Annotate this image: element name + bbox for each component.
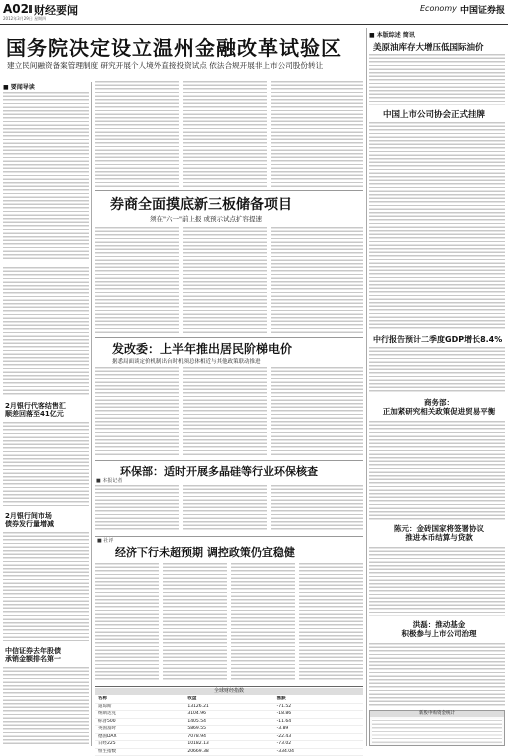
story3-subtitle: 据悉局面谈定价机制出台时机须总体相近与其他政策联动推进	[112, 357, 362, 365]
brand-en: Economy	[420, 4, 457, 13]
left-column	[3, 82, 89, 746]
left-col-text-2	[3, 421, 89, 506]
story3-top-rule	[95, 337, 363, 338]
market-table-cell: -22.43	[274, 734, 363, 741]
market-table-cell: 纳斯达克	[95, 711, 184, 718]
story2-subtitle: 须在"六一"前上报 或预示试点扩容提速	[150, 214, 262, 223]
market-table-cell: 道琼斯	[95, 704, 184, 711]
market-table-cell: -334.04	[274, 749, 363, 756]
market-table-cell: 恒生指数	[95, 749, 184, 756]
right-item-6-title: 洪磊：推动基金 积极参与上市公司治理	[373, 620, 505, 638]
masthead	[0, 0, 508, 28]
right-column	[369, 28, 505, 746]
market-table-cell: 标普500	[95, 719, 184, 726]
story5-body-1	[95, 562, 159, 682]
story5-body-3	[231, 562, 295, 682]
market-table-cell: -3.89	[274, 726, 363, 733]
market-table-row	[95, 734, 363, 742]
left-item-1-title: 2月银行代客结售汇 顺差回落至41亿元	[5, 402, 89, 418]
story3-title: 发改委：上半年推出居民阶梯电价	[112, 340, 362, 357]
right-col-header: ■ 本版综述 简讯	[369, 30, 415, 39]
market-table-rows	[95, 696, 363, 756]
market-table-cell: 7078.94	[184, 734, 273, 741]
market-table-header	[95, 696, 363, 704]
market-table-row	[95, 704, 363, 712]
story5-body-2	[163, 562, 227, 682]
right-chart-title: 新股申购资金统计	[370, 711, 504, 717]
story2-body-1	[95, 226, 179, 334]
right-item-4-body	[369, 420, 505, 520]
right-item-1-title: 美原油库存大增压低国际油价	[373, 41, 505, 53]
story5-body-4	[299, 562, 363, 682]
left-col-header: ■ 要闻导读	[3, 82, 35, 91]
lead-body-col-3	[271, 80, 363, 188]
market-table-cell: 3104.96	[184, 711, 273, 718]
story4-title: 环保部：适时开展多晶硅等行业环保核查	[120, 463, 360, 479]
right-item-3-body	[369, 346, 505, 394]
masthead-divider-icon	[29, 5, 32, 13]
left-item-3-title: 中信证券去年股债 承销金额排名第一	[5, 647, 89, 663]
right-item-3-title: 中行报告预计二季度GDP增长8.4%	[373, 334, 505, 345]
right-item-5-body	[369, 546, 505, 616]
right-item-1-body	[369, 53, 505, 105]
left-col-text-3	[3, 531, 89, 641]
lead-subtitle: 建立民间融资备案管理制度 研究开展个人境外直接投资试点 依法合规开展非上市公司股份转让	[7, 60, 363, 71]
date-line: 2012年3月29日 星期四	[3, 16, 46, 22]
market-table-cell: 20669.38	[184, 749, 273, 756]
story5-tag: ■ 社评	[97, 538, 113, 544]
market-table-title: 全球财经指数	[95, 688, 363, 695]
brand-cn: 中国证券报	[460, 3, 505, 16]
market-table-cell: -71.52	[274, 704, 363, 711]
left-item-2-title: 2月银行间市场 债券发行量增减	[5, 512, 89, 528]
story4-body-3	[271, 484, 363, 532]
right-item-6-body	[369, 642, 505, 706]
story2-top-rule	[95, 190, 363, 191]
story4-body-1	[95, 484, 179, 532]
market-table-row	[95, 726, 363, 734]
market-table-cell: 涨跌	[274, 696, 363, 703]
market-table-cell: 13126.21	[184, 704, 273, 711]
market-table-cell: -11.64	[274, 719, 363, 726]
market-table-cell: 英国富时	[95, 726, 184, 733]
left-col-text-4	[3, 666, 89, 746]
market-table-row	[95, 711, 363, 719]
lead-title: 国务院决定设立温州金融改革试验区	[6, 32, 364, 61]
right-col-rule	[366, 28, 367, 746]
market-table-cell: 名称	[95, 696, 184, 703]
market-table-cell: 德国DAX	[95, 734, 184, 741]
right-chart-body	[372, 719, 502, 743]
right-chart-box	[369, 710, 505, 746]
story4-body-2	[183, 484, 267, 532]
story2-title: 券商全面摸底新三板储备项目	[110, 194, 360, 214]
right-item-4-title: 商务部： 正加紧研究相关政策促进贸易平衡	[373, 398, 505, 416]
story2-body-3	[271, 226, 363, 334]
story5-top-rule	[95, 536, 363, 537]
market-table-cell: 1405.54	[184, 719, 273, 726]
page-number: A02	[3, 2, 29, 16]
market-table-row	[95, 741, 363, 749]
story3-body-3	[271, 366, 363, 456]
right-item-2-title: 中国上市公司协会正式挂牌	[383, 108, 505, 120]
story3-body-1	[95, 366, 179, 456]
story4-byline: ■ 本报记者	[96, 478, 122, 484]
market-table	[95, 686, 363, 747]
right-item-5-title: 陈元：金砖国家将签署协议 推进本币结算与贷款	[373, 524, 505, 542]
section-name: 财经要闻	[34, 2, 78, 18]
story4-top-rule	[95, 460, 363, 461]
story2-body-2	[183, 226, 267, 334]
market-table-row	[95, 719, 363, 727]
masthead-rule	[0, 24, 508, 25]
lead-body-col-1	[95, 80, 179, 188]
story5-title: 经济下行未超预期 调控政策仍宜稳健	[115, 544, 363, 560]
market-table-cell: -73.02	[274, 741, 363, 748]
market-table-cell: 10182.13	[184, 741, 273, 748]
left-col-text-1b	[3, 266, 89, 396]
left-col-text-1	[3, 91, 89, 261]
lead-body-col-2	[183, 80, 267, 188]
right-item-2-body	[369, 121, 505, 331]
market-table-cell: 收盘	[184, 696, 273, 703]
market-table-cell: 日经225	[95, 741, 184, 748]
market-table-cell: -18.86	[274, 711, 363, 718]
story3-body-2	[183, 366, 267, 456]
market-table-cell: 5869.55	[184, 726, 273, 733]
left-col-rule	[91, 82, 92, 746]
